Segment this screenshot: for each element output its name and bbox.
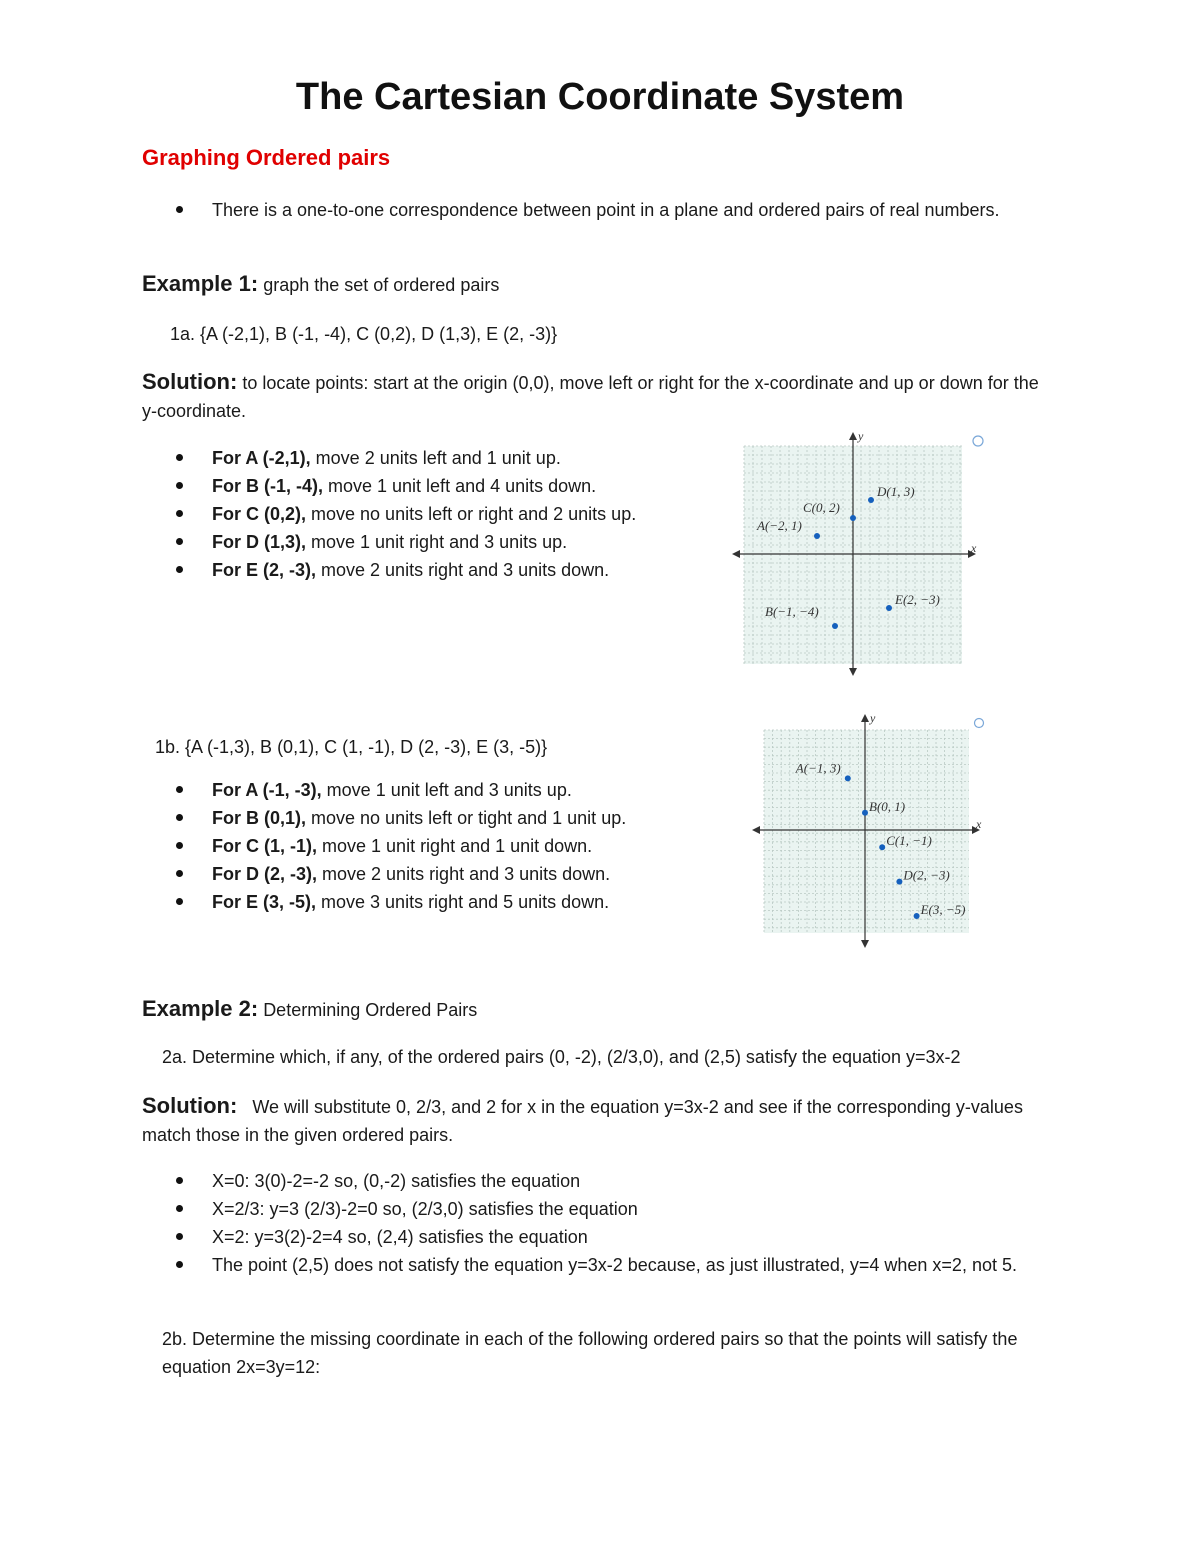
- list-item: For B (0,1), move no units left or tight and 1 unit up.: [212, 804, 732, 832]
- example2-heading: [142, 995, 477, 1024]
- point-e: [886, 605, 892, 611]
- page-title: The Cartesian Coordinate System: [295, 76, 905, 118]
- coordinate-graph-1a: [730, 428, 990, 680]
- y-axis-down-arrow-icon: [849, 668, 857, 676]
- solution-label: Solution:: [142, 369, 238, 394]
- example1b-bullets: [212, 776, 732, 916]
- zoom-icon: [975, 719, 984, 728]
- point-a: [814, 533, 820, 539]
- zoom-icon: [973, 436, 983, 446]
- example1a-set: 1a. {A (-2,1), B (-1, -4), C (0,2), D (1,3), E (2, -3)}: [170, 324, 558, 344]
- point-b: [862, 810, 868, 816]
- point-label-a: A(−1, 3): [795, 760, 841, 776]
- point-e: [914, 913, 920, 919]
- point-d: [896, 879, 902, 885]
- y-axis-label: y: [858, 429, 864, 443]
- example2-solution: [142, 1092, 1052, 1149]
- point-label-e: E(3, −5): [920, 902, 966, 917]
- solution-text: We will substitute 0, 2/3, and 2 for x in the equation y=3x-2 and see if the corresponding y-values match those in the given ordered pairs.: [142, 1097, 1023, 1145]
- list-item: For A (-2,1), move 2 units left and 1 unit up.: [212, 444, 732, 472]
- point-d: [868, 497, 874, 503]
- example2a-question: 2a. Determine which, if any, of the ordered pairs (0, -2), (2/3,0), and (2,5) satisfy the equation y=3x-2: [162, 1047, 961, 1067]
- list-item: For E (2, -3), move 2 units right and 3 units down.: [212, 556, 732, 584]
- point-label-c: C(0, 2): [803, 500, 840, 515]
- example2b-question: 2b. Determine the missing coordinate in each of the following ordered pairs so that the points will satisfy the equation 2x=3y=12:: [162, 1329, 1018, 1377]
- section-heading: Graphing Ordered pairs: [142, 145, 391, 170]
- x-axis-label: x: [971, 541, 977, 555]
- example2-text: Determining Ordered Pairs: [263, 1000, 478, 1020]
- list-item: For B (-1, -4), move 1 unit left and 4 units down.: [212, 472, 732, 500]
- example1b-set: 1b. {A (-1,3), B (0,1), C (1, -1), D (2, -3), E (3, -5)}: [155, 737, 548, 757]
- point-label-d: D(2, −3): [903, 867, 950, 883]
- example1a-bullets: [212, 444, 732, 584]
- point-label-b: B(0, 1): [869, 798, 906, 814]
- point-label-c: C(1, −1): [886, 833, 932, 849]
- point-label-a: A(−2, 1): [757, 518, 802, 533]
- y-axis-down-arrow-icon: [861, 940, 869, 948]
- example1-solution: [142, 368, 1042, 425]
- example2-label: Example 2:: [142, 996, 259, 1021]
- y-axis-arrow-icon: [849, 432, 857, 440]
- list-item: For D (2, -3), move 2 units right and 3 units down.: [212, 860, 732, 888]
- x-axis-left-arrow-icon: [752, 826, 760, 834]
- point-c: [879, 844, 885, 850]
- y-axis-arrow-icon: [861, 714, 869, 722]
- example2-bullets: [212, 1167, 1042, 1279]
- x-axis-left-arrow-icon: [732, 550, 740, 558]
- solution-text: to locate points: start at the origin (0,0), move left or right for the x-coordinate and up or down for the y-coordinate.: [142, 373, 1039, 421]
- point-b: [832, 623, 838, 629]
- y-axis-label: y: [870, 711, 876, 725]
- solution-label: Solution:: [142, 1093, 238, 1118]
- list-item: X=2/3: y=3 (2/3)-2=0 so, (2/3,0) satisfies the equation: [212, 1195, 1042, 1223]
- example1-text: graph the set of ordered pairs: [263, 275, 500, 295]
- intro-bullet: There is a one-to-one correspondence between point in a plane and ordered pairs of real numbers.: [212, 196, 1012, 224]
- point-label-d: D(1, 3): [877, 484, 915, 499]
- list-item: X=0: 3(0)-2=-2 so, (0,-2) satisfies the equation: [212, 1167, 1042, 1195]
- list-item: X=2: y=3(2)-2=4 so, (2,4) satisfies the equation: [212, 1223, 1042, 1251]
- list-item: For E (3, -5), move 3 units right and 5 units down.: [212, 888, 732, 916]
- list-item: For D (1,3), move 1 unit right and 3 units up.: [212, 528, 732, 556]
- list-item: The point (2,5) does not satisfy the equation y=3x-2 because, as just illustrated, y=4 when x=2, not 5.: [212, 1251, 1042, 1279]
- point-label-e: E(2, −3): [895, 592, 940, 607]
- x-axis-label: x: [976, 817, 982, 831]
- list-item: For A (-1, -3), move 1 unit left and 3 units up.: [212, 776, 732, 804]
- coordinate-graph-1b: [750, 710, 990, 950]
- example1-heading: [142, 270, 499, 299]
- list-item: For C (0,2), move no units left or right and 2 units up.: [212, 500, 732, 528]
- list-item: For C (1, -1), move 1 unit right and 1 unit down.: [212, 832, 732, 860]
- point-c: [850, 515, 856, 521]
- point-label-b: B(−1, −4): [765, 604, 819, 619]
- point-a: [845, 775, 851, 781]
- example1-label: Example 1:: [142, 271, 259, 296]
